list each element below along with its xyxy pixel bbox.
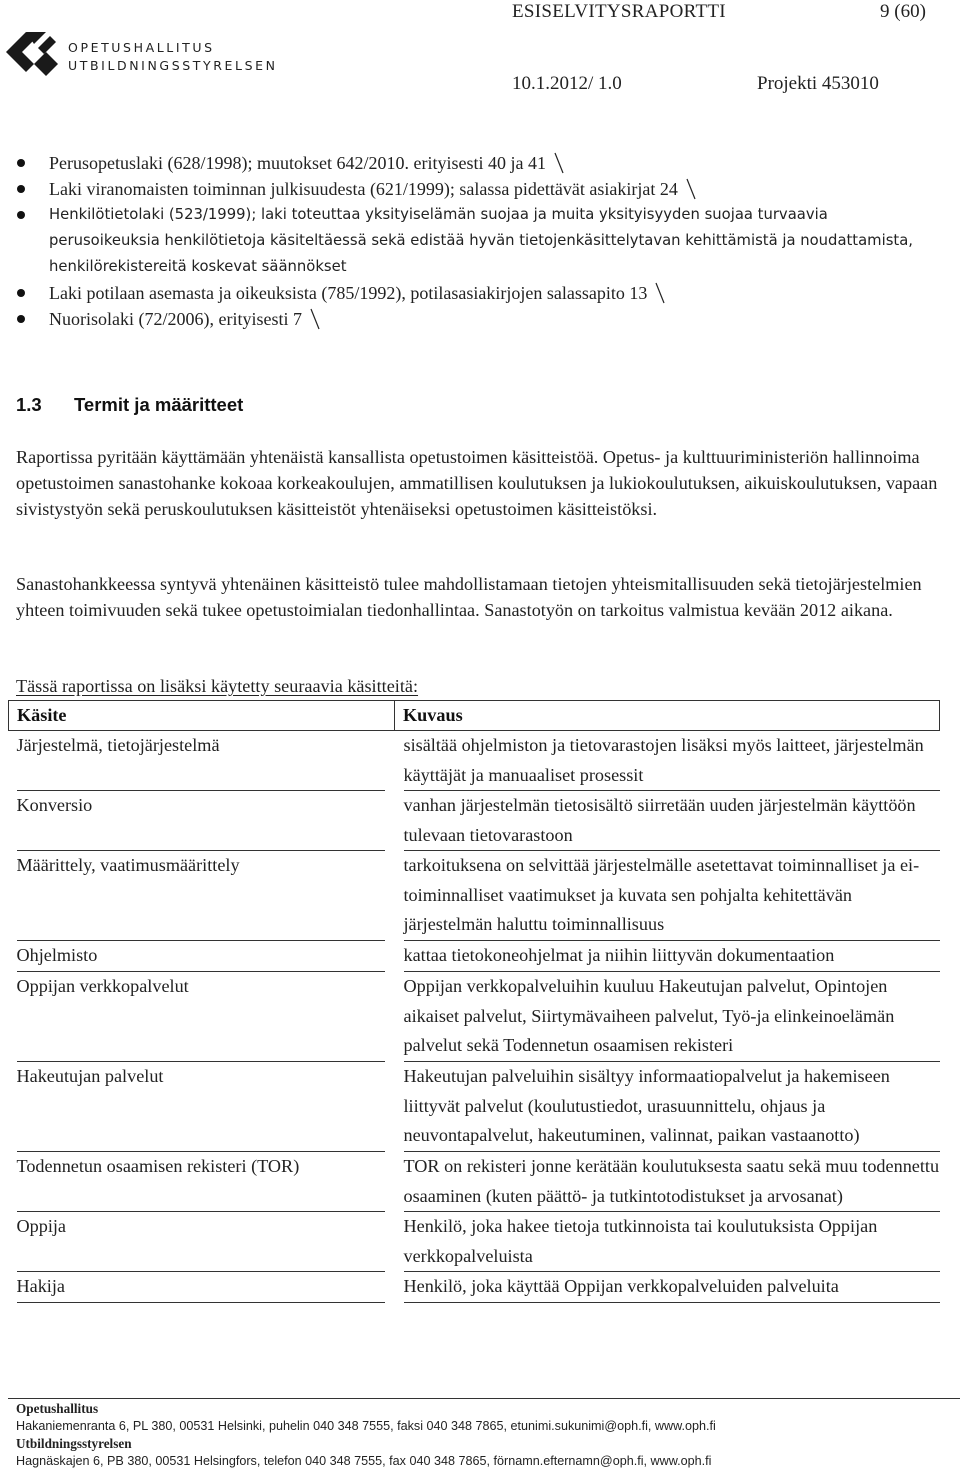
description-text: TOR on rekisteri jonne kerätään koulutuksesta saatu sekä muu todennettu osaaminen (kuten päättö- ja tutkintotodistukset ja arvosanat) [404, 1152, 940, 1212]
description-text: Henkilö, joka käyttää Oppijan verkkopalveluiden palveluita [404, 1272, 940, 1303]
term-cell [9, 941, 395, 972]
description-text: Oppijan verkkopalveluihin kuuluu Hakeutujan palvelut, Opintojen aikaiset palvelut, Siirtymävaiheen palvelut, Työ-ja elinkeinoelämän palvelut sekä Todennetun osaamisen rekisteri [404, 972, 940, 1062]
list-item-text: Laki potilaan asemasta ja oikeuksista (785/1992), potilasasiakirjojen salassapito 13 [49, 283, 648, 303]
description-text: Henkilö, joka hakee tietoja tutkinnoista tai koulutuksista Oppijan verkkopalveluista [404, 1212, 940, 1272]
term-cell [9, 1272, 395, 1303]
logo-text-fi: OPETUSHALLITUS [68, 40, 215, 55]
description-cell [395, 851, 940, 941]
table-row [9, 1152, 940, 1212]
description-cell [395, 972, 940, 1062]
section-sign-icon [686, 178, 696, 200]
term-cell [9, 1152, 395, 1212]
term-text: Konversio [17, 791, 385, 851]
description-text: tarkoituksena on selvittää järjestelmälle asetettavat toiminnalliset ja ei-toiminnalliset vaatimukset ja kuvata sen pohjalta kehitettävän järjestelmän haluttu toiminnallisuus [404, 851, 940, 941]
footer-divider [8, 1398, 960, 1399]
table-row [9, 972, 940, 1062]
term-text: Määrittely, vaatimusmäärittely [17, 851, 385, 941]
description-cell [395, 791, 940, 851]
footer-address-sv: Hagnäskajen 6, PB 380, 00531 Helsingfors, telefon 040 348 7555, fax 040 348 7865, förnamn.efternamn@oph.fi, www.oph.fi [16, 1454, 712, 1468]
bullet-icon [17, 315, 25, 323]
date-version: 10.1.2012/ 1.0 [512, 73, 622, 94]
bullet-icon [17, 159, 25, 167]
logo [4, 22, 278, 82]
table-row [9, 1212, 940, 1272]
list-item-text: Perusopetuslaki (628/1998); muutokset 642/2010. erityisesti 40 ja 41 [49, 153, 546, 173]
term-text: Oppijan verkkopalvelut [17, 972, 385, 1062]
term-cell [9, 1062, 395, 1152]
section-sign-icon [310, 308, 320, 330]
list-item [0, 306, 960, 332]
term-text: Oppija [17, 1212, 385, 1272]
term-text: Ohjelmisto [17, 941, 385, 972]
footer-address-fi: Hakaniemenranta 6, PL 380, 00531 Helsinki, puhelin 040 348 7555, faksi 040 348 7865, etunimi.sukunimi@oph.fi, www.oph.fi [16, 1419, 716, 1433]
term-cell [9, 731, 395, 792]
term-cell [9, 791, 395, 851]
project-number: Projekti 453010 [757, 73, 879, 94]
list-item-text: Nuorisolaki (72/2006), erityisesti 7 [49, 309, 302, 329]
document-title: ESISELVITYSRAPORTTI [512, 1, 726, 22]
term-text: Järjestelmä, tietojärjestelmä [17, 731, 385, 791]
column-header-term: Käsite [9, 701, 395, 731]
term-cell [9, 1212, 395, 1272]
table-row [9, 731, 940, 792]
paragraph: Sanastohankkeessa syntyvä yhtenäinen käsitteistö tulee mahdollistamaan tietojen yhteismitallisuuden sekä tietojärjestelmien yhteen toimivuuden sekä tukee opetustoimialan tiedonhallintaa. Sanastotyön on tarkoitus valmistua kevään 2012 aikana. [16, 574, 922, 620]
term-text: Todennetun osaamisen rekisteri (TOR) [17, 1152, 385, 1212]
term-cell [9, 851, 395, 941]
bullet-icon [17, 185, 25, 193]
description-text: vanhan järjestelmän tietosisältö siirretään uuden järjestelmän käyttöön tulevaan tietovarastoon [404, 791, 940, 851]
table-row [9, 1272, 940, 1303]
term-text: Hakija [17, 1272, 385, 1303]
terms-table [8, 700, 940, 1303]
description-cell [395, 731, 940, 792]
footer-org-sv: Utbildningsstyrelsen [16, 1436, 132, 1451]
page-number: 9 (60) [880, 1, 926, 22]
bullet-icon [17, 289, 25, 297]
description-cell [395, 941, 940, 972]
table-header-row [9, 701, 940, 731]
term-text: Hakeutujan palvelut [17, 1062, 385, 1152]
list-item-text: Henkilötietolaki (523/1999); laki toteuttaa yksityiselämän suojaa ja muita yksityisyyden suojaa turvaavia perusoikeuksia henkilötietoja käsiteltäessä sekä edistää hyvän tietojenkäsittelytavan kehittämistä ja noudattamista, henkilörekistereitä koskevat säännökset [49, 206, 913, 275]
list-item [0, 176, 960, 202]
section-sign-icon [655, 282, 665, 304]
section-title: Termit ja määritteet [74, 394, 244, 415]
column-header-description: Kuvaus [395, 701, 940, 731]
section-number: 1.3 [16, 394, 42, 415]
table-row [9, 791, 940, 851]
description-cell [395, 1152, 940, 1212]
description-text: kattaa tietokoneohjelmat ja niihin liittyvän dokumentaation [404, 941, 940, 972]
description-text: sisältää ohjelmiston ja tietovarastojen lisäksi myös laitteet, järjestelmän käyttäjät ja manuaaliset prosessit [404, 731, 940, 791]
description-cell [395, 1062, 940, 1152]
table-intro: Tässä raportissa on lisäksi käytetty seuraavia käsitteitä: [16, 676, 419, 696]
list-item [0, 280, 960, 306]
term-cell [9, 972, 395, 1062]
description-cell [395, 1212, 940, 1272]
paragraph: Raportissa pyritään käyttämään yhtenäistä kansallista opetustoimen käsitteistöä. Opetus- ja kulttuuriministeriön hallinnoima opetustoimen sanastohanke kokoaa korkeakoulujen, ammatillisen koulutuksen ja lukiokoulutuksen, aikuiskoulutuksen, vapaan sivistystyön sekä peruskoulutuksen käsitteistöt yhtenäiseksi opetustoimen käsitteistöksi. [16, 447, 938, 519]
table-row [9, 851, 940, 941]
description-cell [395, 1272, 940, 1303]
footer-org-fi: Opetushallitus [16, 1401, 99, 1416]
list-item-text: Laki viranomaisten toiminnan julkisuudesta (621/1999); salassa pidettävät asiakirjat 24 [49, 179, 678, 199]
bullet-icon [17, 211, 25, 219]
list-item [0, 202, 960, 280]
description-text: Hakeutujan palveluihin sisältyy informaatiopalvelut ja hakemiseen liittyvät palvelut (koulutustiedot, urasuunnittelu, ohjaus ja neuvontapalvelut, hakeutuminen, valinnat, paikan vastaanotto) [404, 1062, 940, 1152]
table-row [9, 1062, 940, 1152]
logo-text-sv: UTBILDNINGSSTYRELSEN [68, 58, 278, 73]
table-row [9, 941, 940, 972]
logo-mark-icon [4, 22, 60, 78]
list-item [0, 150, 960, 176]
law-list [0, 150, 960, 332]
section-sign-icon [554, 152, 564, 174]
